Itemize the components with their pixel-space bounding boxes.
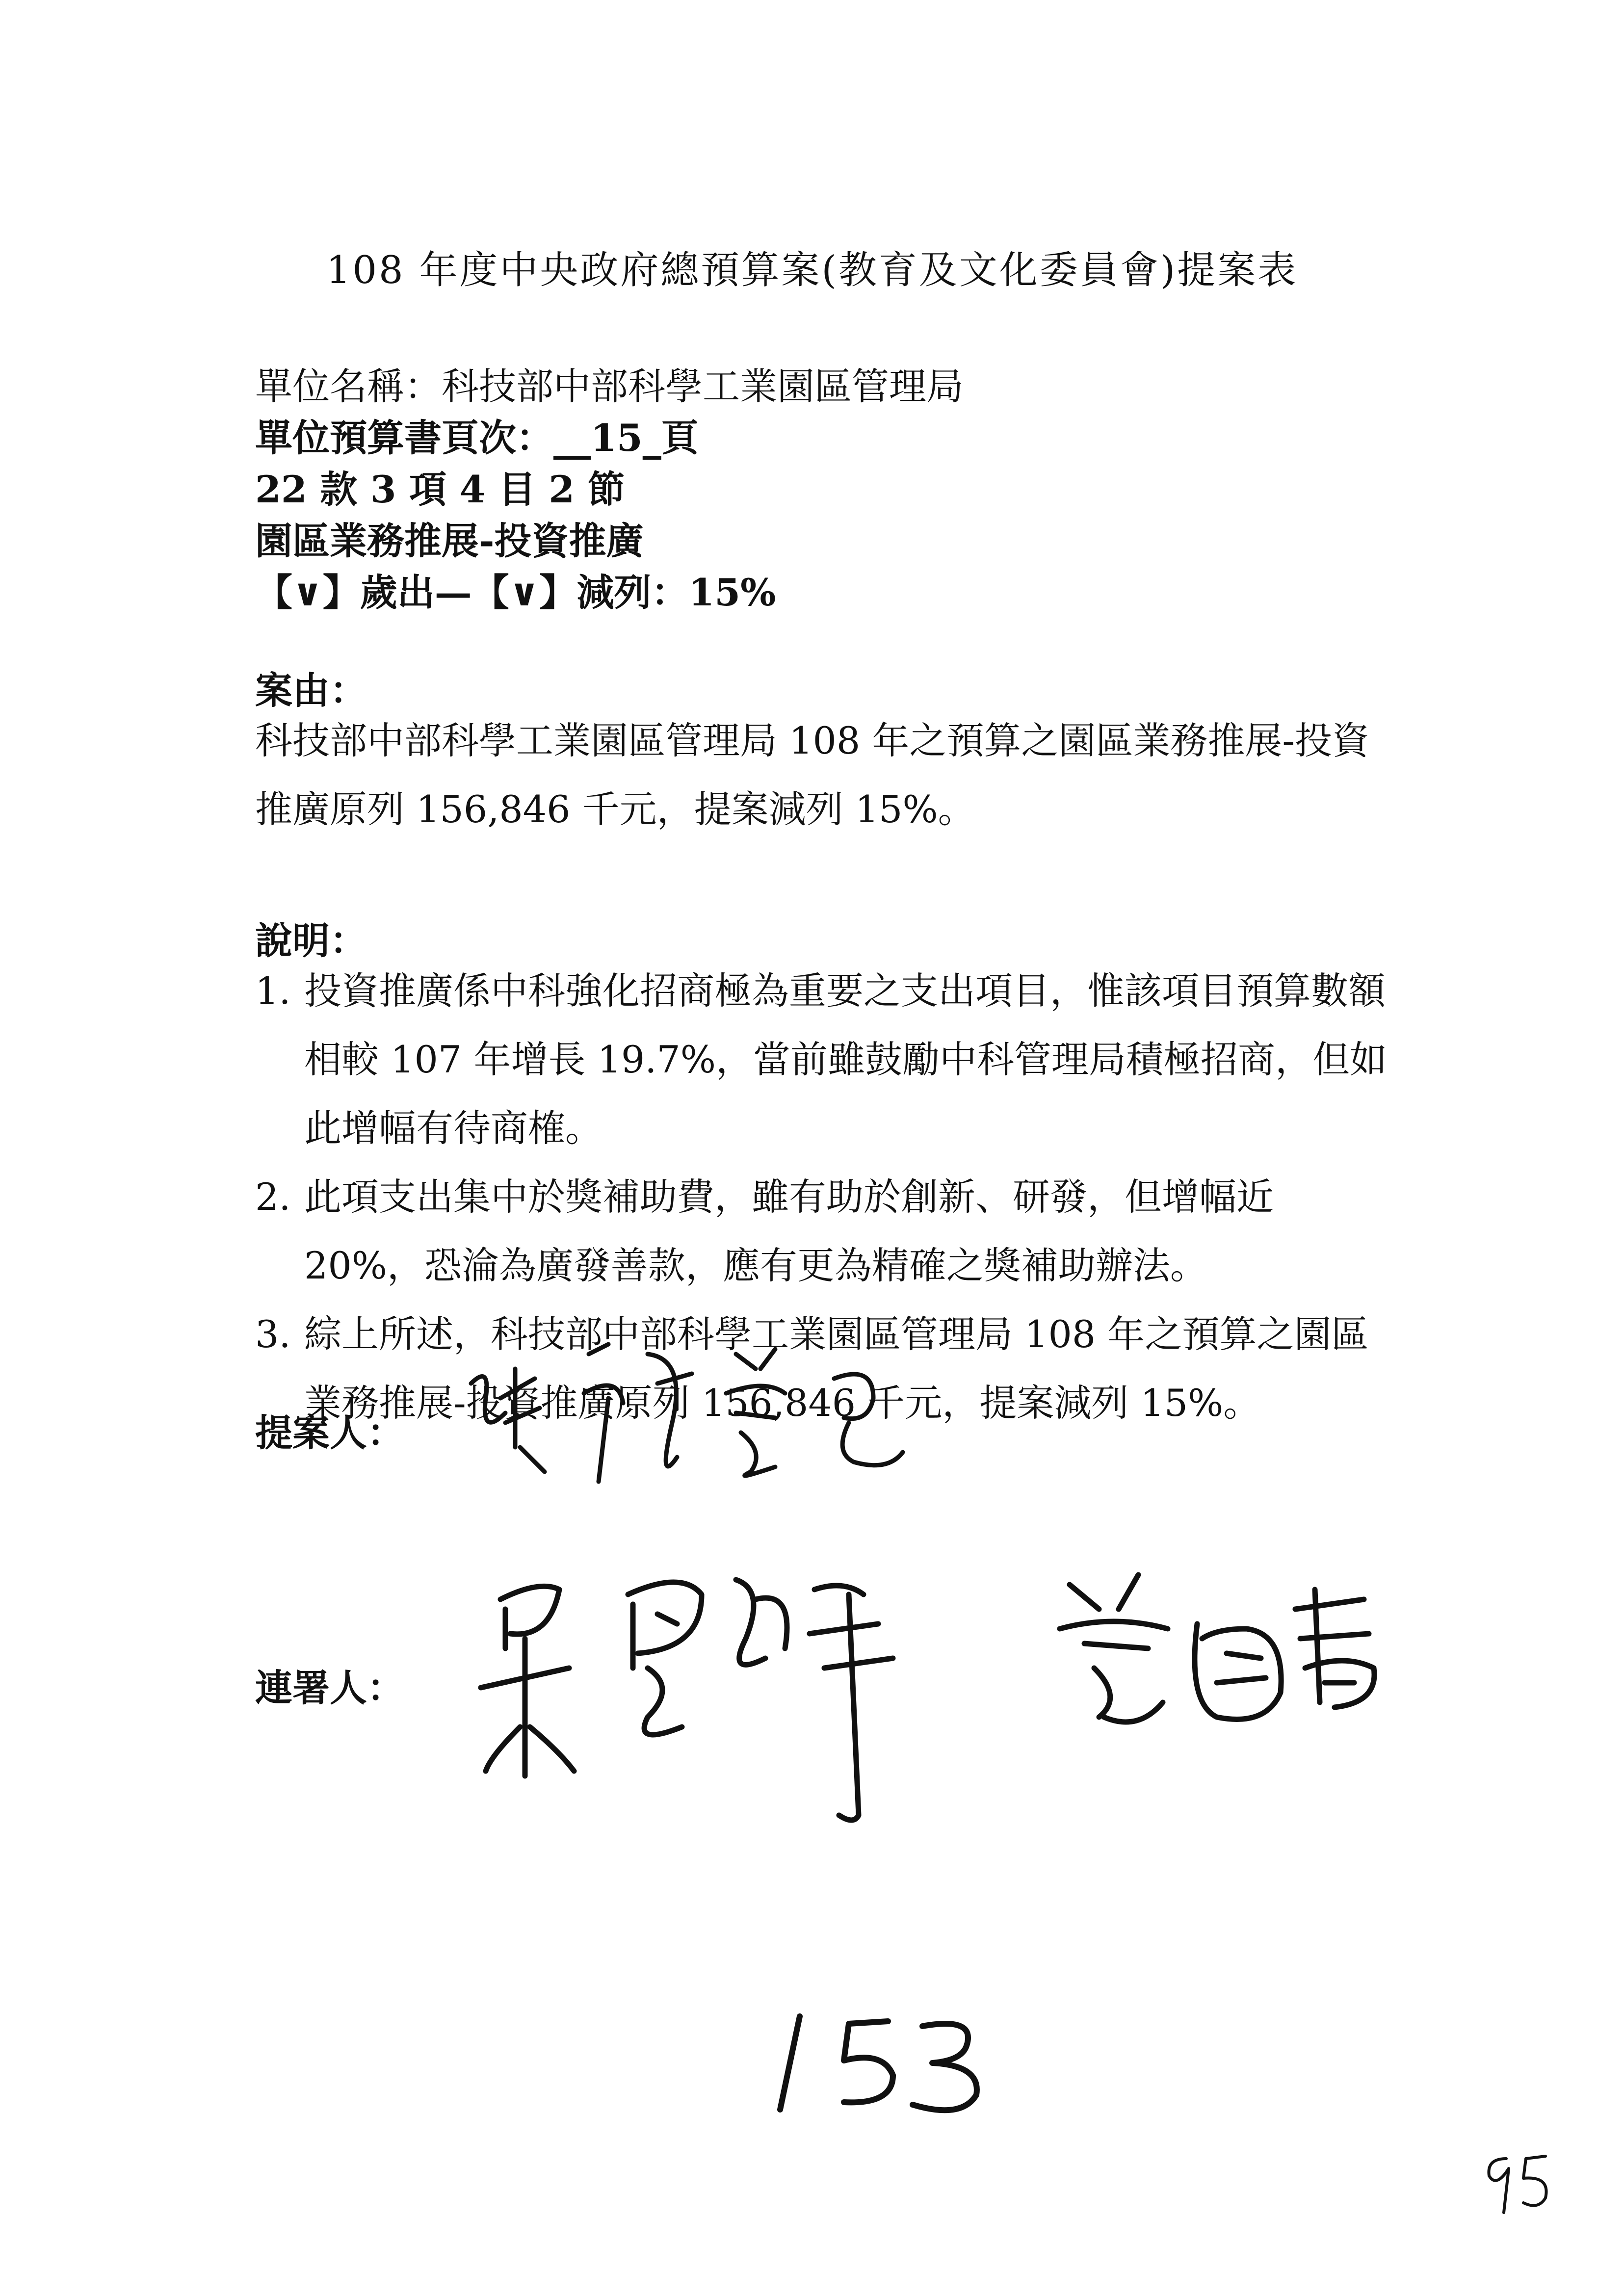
item-number: 2. xyxy=(255,1175,291,1219)
cosigner-signature-2 xyxy=(1040,1555,1442,1781)
program-name: 園區業務推展-投資推廣 xyxy=(255,519,644,563)
budget-page: 單位預算書頁次：__15_頁 xyxy=(255,416,699,460)
item-text: 投資推廣係中科強化招商極為重要之支出項目，惟該項目預算數額相較 107 年增長 19.7%，當前雖鼓勵中科管理局積極招商，但如此增幅有待商榷。 xyxy=(304,969,1387,1150)
cosigner-signature-1 xyxy=(471,1540,962,1884)
item-number: 3. xyxy=(255,1312,291,1356)
reason-label: 案由： xyxy=(255,669,367,712)
item-code: 22 款 3 項 4 目 2 節 xyxy=(255,468,625,511)
explanation-item xyxy=(255,1163,1398,1300)
cosigner-label: 連署人： xyxy=(255,1666,404,1710)
explanation-label: 說明： xyxy=(255,919,367,963)
explanation-item xyxy=(255,957,1398,1163)
item-text: 綜上所述，科技部中部科學工業園區管理局 108 年之預算之園區業務推展-投資推廣原列 156,846 千元，提案減列 15%。 xyxy=(304,1312,1369,1425)
proposer-label: 提案人： xyxy=(255,1411,404,1455)
proposer-signature xyxy=(461,1325,952,1511)
corner-page-mark xyxy=(1477,2149,1560,2218)
document-title: 108 年度中央政府總預算案(教育及文化委員會)提案表 xyxy=(326,248,1298,292)
unit-name: 單位名稱：科技部中部科學工業園區管理局 xyxy=(255,365,964,408)
item-text: 此項支出集中於獎補助費，雖有助於創新、研發，但增幅近 20%，恐淪為廣發善款，應有更為精確之獎補助辦法。 xyxy=(304,1175,1274,1287)
item-number: 1. xyxy=(255,969,291,1013)
reason-text: 科技部中部科學工業園區管理局 108 年之預算之園區業務推展-投資推廣原列 156,846 千元，提案減列 15%。 xyxy=(255,719,1370,831)
handwritten-page-number xyxy=(765,1997,991,2124)
action-line: 【∨】歲出—【∨】減列：15% xyxy=(255,571,776,614)
